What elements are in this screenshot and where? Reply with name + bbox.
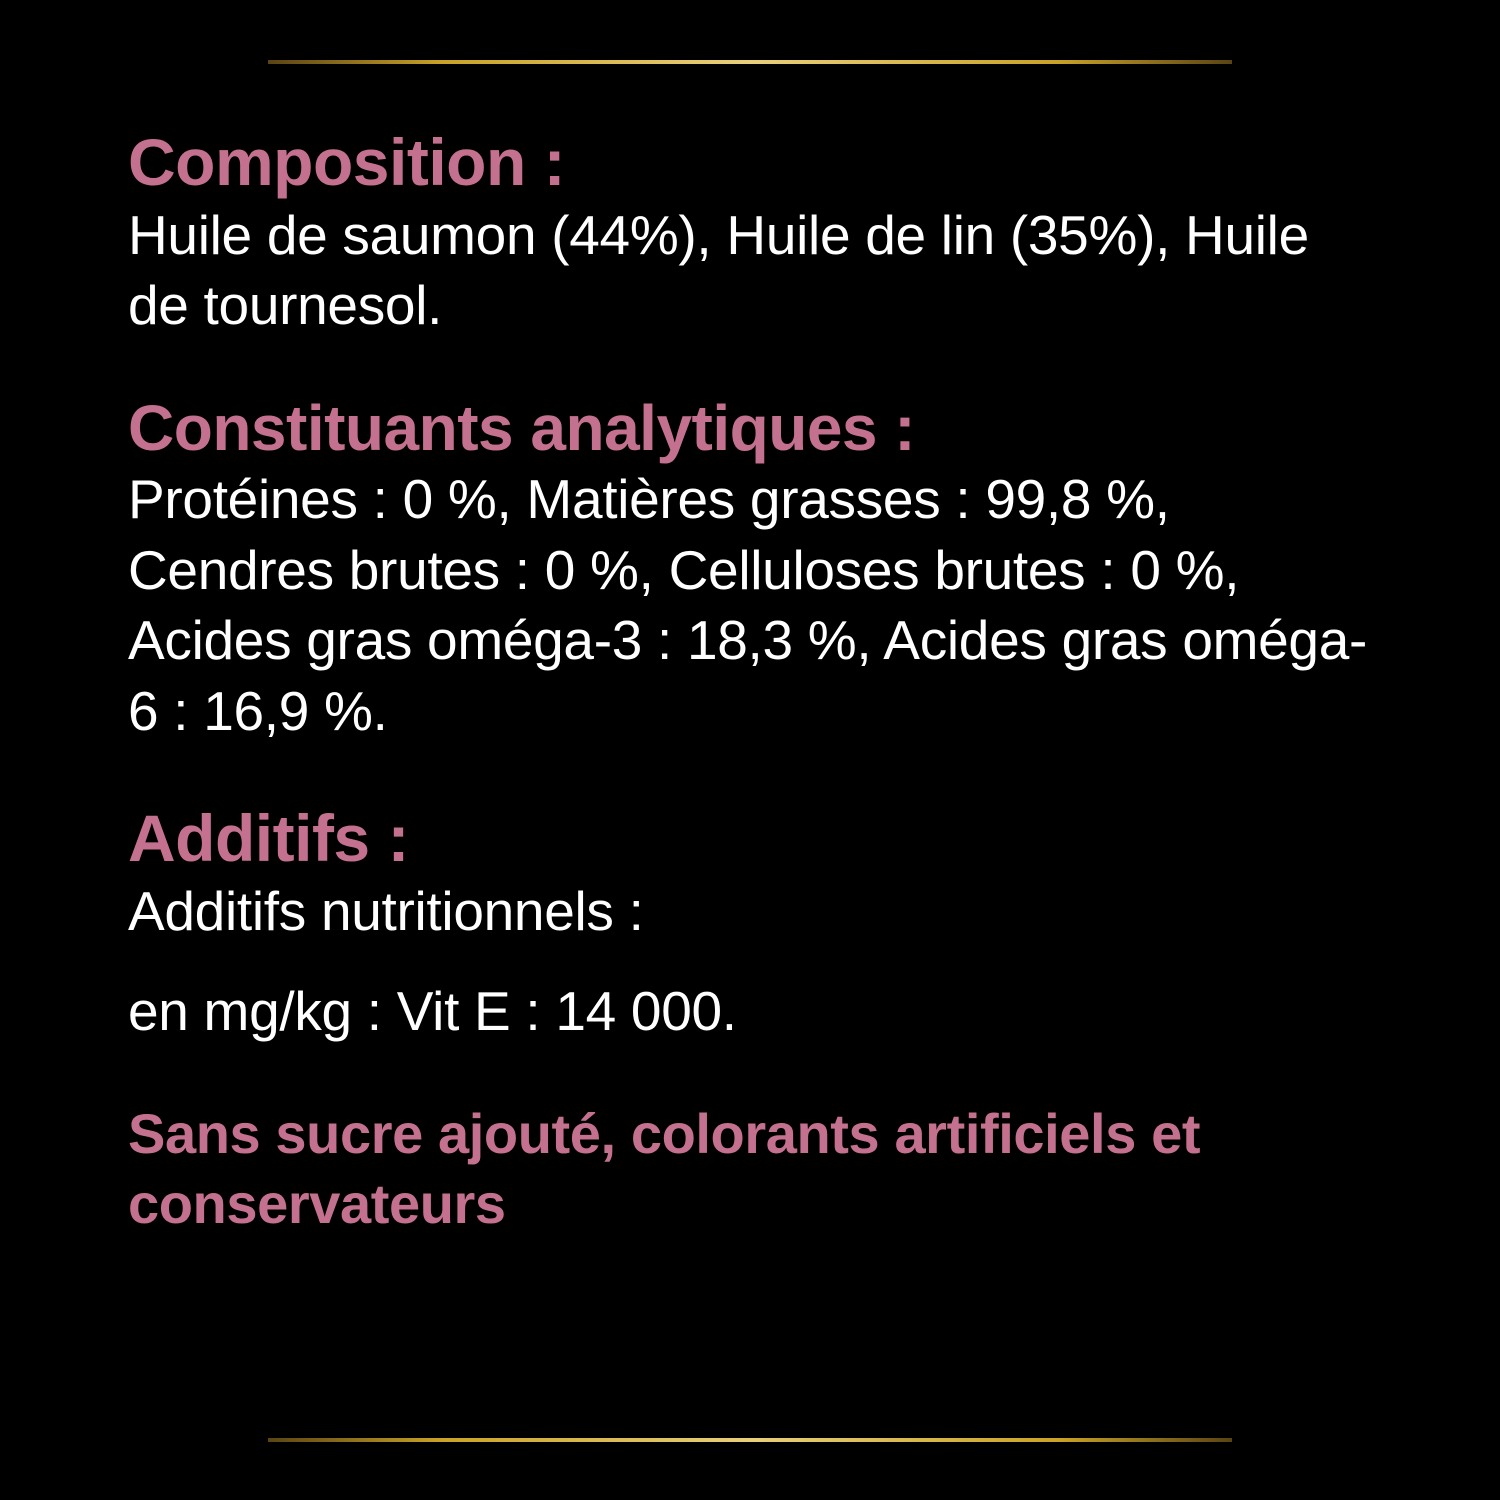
spacer-4 — [128, 1047, 1378, 1099]
top-divider — [268, 60, 1232, 64]
spacer-2 — [128, 746, 1378, 802]
spacer-3 — [128, 946, 1378, 976]
label-content — [128, 126, 1378, 1240]
spacer-1 — [128, 341, 1378, 393]
composition-section — [128, 126, 1378, 341]
no-additives-note: Sans sucre ajouté, colorants artificiels et conservateurs — [128, 1101, 1201, 1236]
additives-line-1: Additifs nutritionnels : — [128, 879, 644, 942]
additives-section — [128, 802, 1378, 1047]
bottom-divider — [268, 1438, 1232, 1442]
additives-heading: Additifs : — [128, 800, 409, 875]
analytical-constituents-heading: Constituants analytiques : — [128, 391, 916, 464]
analytical-constituents-text: Protéines : 0 %, Matières grasses : 99,8 %, Cendres brutes : 0 %, Celluloses brutes : 0 %, Acides gras oméga-3 : 18,3 %, Acides gras oméga-6 : 16,9 %. — [128, 468, 1368, 742]
composition-heading: Composition : — [128, 125, 566, 199]
composition-text: Huile de saumon (44%), Huile de lin (35%), Huile de tournesol. — [128, 203, 1309, 337]
additives-line-2: en mg/kg : Vit E : 14 000. — [128, 980, 737, 1043]
analytical-constituents-section — [128, 393, 1378, 746]
